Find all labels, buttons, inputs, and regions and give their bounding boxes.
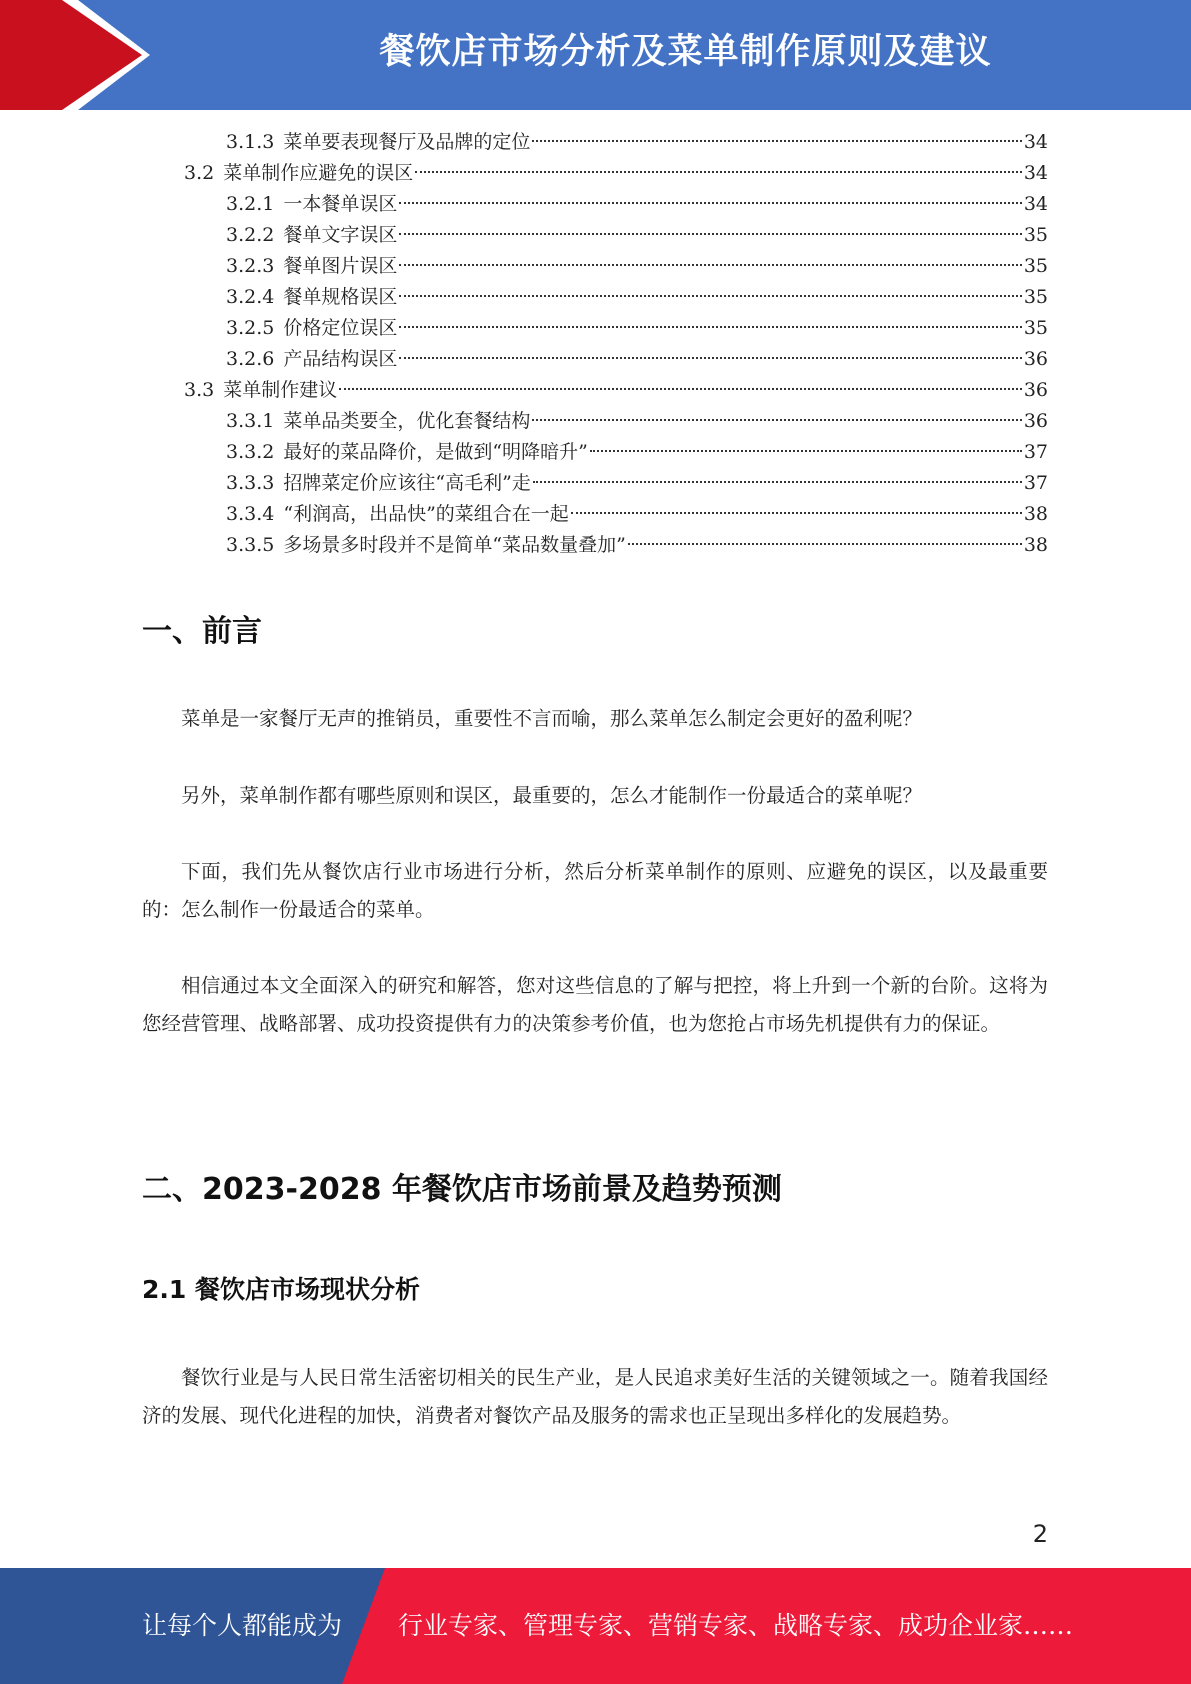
toc-entry-title: 产品结构误区 <box>283 348 398 370</box>
body-paragraph: 下面，我们先从餐饮店行业市场进行分析，然后分析菜单制作的原则、应避免的误区，以及最重要的：怎么制作一份最适合的菜单。 <box>142 860 1048 921</box>
toc-entry[interactable] <box>226 437 1048 468</box>
toc-entry-title: 一本餐单误区 <box>283 193 398 215</box>
toc-entry-number: 3.3.3 <box>226 472 275 494</box>
toc-entry-title: 价格定位误区 <box>283 317 398 339</box>
header-banner <box>0 0 1191 110</box>
footer-slogan-left: 让每个人都能成为 <box>142 1611 343 1640</box>
toc-dot-leader <box>399 326 1021 328</box>
toc-entry-page: 35 <box>1023 224 1048 246</box>
document-title: 餐饮店市场分析及菜单制作原则及建议 <box>379 32 992 72</box>
toc-dot-leader <box>399 202 1021 204</box>
toc-entry[interactable] <box>226 251 1048 282</box>
toc-dot-leader <box>532 140 1021 142</box>
toc-dot-leader <box>533 481 1022 483</box>
toc-entry-page: 37 <box>1023 472 1048 494</box>
toc-entry-title: 菜单制作建议 <box>223 379 338 401</box>
body-paragraph: 餐饮行业是与人民日常生活密切相关的民生产业，是人民追求美好生活的关键领域之一。随着我国经济的发展、现代化进程的加快，消费者对餐饮产品及服务的需求也正呈现出多样化的发展趋势。 <box>142 1366 1048 1427</box>
toc-entry[interactable] <box>184 375 1048 406</box>
toc-entry-number: 3.1.3 <box>226 131 275 153</box>
toc-entry-page: 34 <box>1023 162 1048 184</box>
subsection-heading: 2.1 餐饮店市场现状分析 <box>142 1275 420 1304</box>
toc-entry-number: 3.2.5 <box>226 317 275 339</box>
footer-banner <box>0 1568 1191 1684</box>
toc-entry[interactable] <box>226 499 1048 530</box>
toc-entry-title: 最好的菜品降价，是做到“明降暗升” <box>283 441 588 463</box>
toc-entry-page: 36 <box>1023 348 1048 370</box>
toc-entry-page: 35 <box>1023 255 1048 277</box>
toc-entry-page: 37 <box>1023 441 1048 463</box>
body-paragraph: 另外，菜单制作都有哪些原则和误区，最重要的，怎么才能制作一份最适合的菜单呢？ <box>181 784 923 807</box>
toc-entry-page: 38 <box>1023 534 1048 556</box>
toc-entry[interactable] <box>184 158 1048 189</box>
toc-entry-number: 3.3.1 <box>226 410 275 432</box>
toc-entry-page: 35 <box>1023 286 1048 308</box>
toc-entry[interactable] <box>226 406 1048 437</box>
toc-entry-page: 38 <box>1023 503 1048 525</box>
toc-entry-number: 3.2.1 <box>226 193 275 215</box>
toc-entry-title: 菜单制作应避免的误区 <box>223 162 414 184</box>
toc-dot-leader <box>399 295 1021 297</box>
toc-entry-number: 3.3.5 <box>226 534 275 556</box>
toc-entry-number: 3.3.4 <box>226 503 275 525</box>
toc-entry-page: 36 <box>1023 379 1048 401</box>
toc-dot-leader <box>399 357 1021 359</box>
chevron-arrow-icon <box>0 0 142 110</box>
toc-entry-title: 餐单文字误区 <box>283 224 398 246</box>
toc-dot-leader <box>532 419 1021 421</box>
toc-entry-title: 菜单要表现餐厅及品牌的定位 <box>283 131 531 153</box>
toc-entry-title: “利润高，出品快”的菜组合在一起 <box>283 503 569 525</box>
toc-dot-leader <box>399 233 1021 235</box>
toc-dot-leader <box>415 171 1022 173</box>
toc-entry-title: 餐单图片误区 <box>283 255 398 277</box>
toc-entry-page: 35 <box>1023 317 1048 339</box>
toc-entry-title: 菜单品类要全，优化套餐结构 <box>283 410 531 432</box>
toc-dot-leader <box>339 388 1022 390</box>
section-heading-forecast: 二、2023-2028 年餐饮店市场前景及趋势预测 <box>142 1172 782 1207</box>
toc-entry-page: 36 <box>1023 410 1048 432</box>
toc-entry[interactable] <box>226 127 1048 158</box>
toc-entry-number: 3.2.4 <box>226 286 275 308</box>
toc-entry-title: 招牌菜定价应该往“高毛利”走 <box>283 472 531 494</box>
toc-dot-leader <box>628 543 1022 545</box>
toc-entry-page: 34 <box>1023 193 1048 215</box>
toc-entry[interactable] <box>226 344 1048 375</box>
page-number: 2 <box>1032 1520 1048 1548</box>
toc-entry-title: 餐单规格误区 <box>283 286 398 308</box>
toc-entry-number: 3.2.3 <box>226 255 275 277</box>
toc-entry-number: 3.2.6 <box>226 348 275 370</box>
toc-entry[interactable] <box>226 530 1048 561</box>
toc-entry[interactable] <box>226 220 1048 251</box>
toc-dot-leader <box>399 264 1021 266</box>
section-heading-preface: 一、前言 <box>142 614 262 649</box>
toc-dot-leader <box>571 512 1022 514</box>
toc-entry-number: 3.3 <box>184 379 215 401</box>
toc-entry-number: 3.2 <box>184 162 215 184</box>
toc-entry-page: 34 <box>1023 131 1048 153</box>
toc-entry-title: 多场景多时段并不是简单“菜品数量叠加” <box>283 534 626 556</box>
toc-entry[interactable] <box>226 468 1048 499</box>
toc-entry-number: 3.3.2 <box>226 441 275 463</box>
footer-slogan-right: 行业专家、管理专家、营销专家、战略专家、成功企业家…… <box>398 1611 1074 1640</box>
toc-entry[interactable] <box>226 313 1048 344</box>
toc-entry-number: 3.2.2 <box>226 224 275 246</box>
toc-dot-leader <box>590 450 1022 452</box>
body-paragraph: 菜单是一家餐厅无声的推销员，重要性不言而喻，那么菜单怎么制定会更好的盈利呢？ <box>181 707 923 730</box>
toc-entry[interactable] <box>226 189 1048 220</box>
toc-entry[interactable] <box>226 282 1048 313</box>
body-paragraph: 相信通过本文全面深入的研究和解答，您对这些信息的了解与把控，将上升到一个新的台阶。这将为您经营管理、战略部署、成功投资提供有力的决策参考价值，也为您抢占市场先机提供有力的保证。 <box>142 974 1048 1035</box>
